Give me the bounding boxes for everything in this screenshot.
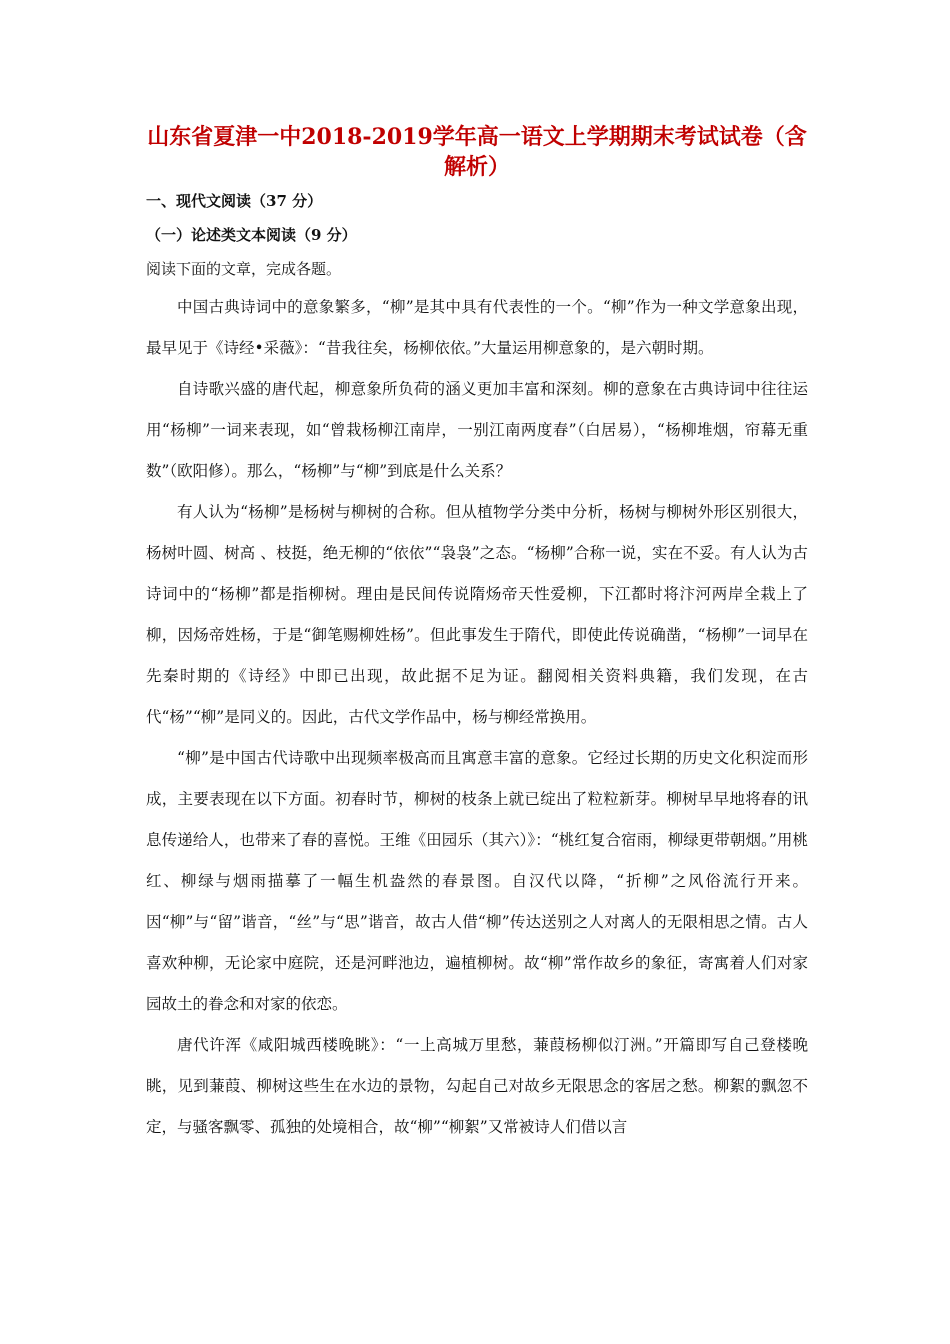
reading-instruction: 阅读下面的文章，完成各题。 bbox=[146, 260, 342, 278]
article-paragraph: 自诗歌兴盛的唐代起，柳意象所负荷的涵义更加丰富和深刻。柳的意象在古典诗词中往往运用“杨柳”一词来表现，如“曾栽杨柳江南岸，一别江南两度春”（白居易），“杨柳堆烟，帘幕无重数”（欧阳修）。那么，“杨柳”与“柳”到底是什么关系？ bbox=[146, 380, 808, 480]
article-paragraph: “柳”是中国古代诗歌中出现频率极高而且寓意丰富的意象。它经过长期的历史文化积淀而形成，主要表现在以下方面。初春时节，柳树的枝条上就已绽出了粒粒新芽。柳树早早地将春的讯息传递给人，也带来了春的喜悦。王维《田园乐（其六）》：“桃红复合宿雨，柳绿更带朝烟。”用桃红、柳绿与烟雨描摹了一幅生机盎然的春景图。自汉代以降，“折柳”之风俗流行开来。因“柳”与“留”谐音，“丝”与“思”谐音，故古人借“柳”传达送别之人对离人的无限相思之情。古人喜欢种柳，无论家中庭院，还是河畔池边，遍植柳树。故“柳”常作故乡的象征，寄寓着人们对家园故土的眷念和对家的依恋。 bbox=[146, 749, 808, 1013]
article-paragraph: 有人认为“杨柳”是杨树与柳树的合称。但从植物学分类中分析，杨树与柳树外形区别很大，杨树叶圆、树高 、枝挺，绝无柳的“依依”“袅袅”之态。“杨柳”合称一说，实在不妥。有人认为古诗词中的“杨柳”都是指柳树。理由是民间传说隋炀帝天性爱柳，下江都时将汴河两岸全栽上了柳，因炀帝姓杨，于是“御笔赐柳姓杨”。但此事发生于隋代，即使此传说确凿，“杨柳”一词早在先秦时期的《诗经》中即已出现，故此据不足为证。翻阅相关资料典籍，我们发现，在古代“杨”“柳”是同义的。因此，古代文学作品中，杨与柳经常换用。 bbox=[146, 503, 808, 726]
article-paragraph: 中国古典诗词中的意象繁多，“柳”是其中具有代表性的一个。“柳”作为一种文学意象出现，最早见于《诗经•采薇》：“昔我往矣，杨柳依依。”大量运用柳意象的，是六朝时期。 bbox=[146, 298, 808, 357]
subsection-heading: （一）论述类文本阅读（9 分） bbox=[146, 226, 357, 244]
article-body bbox=[146, 287, 808, 1148]
document-title: 山东省夏津一中2018-2019学年高一语文上学期期末考试试卷（含解析） bbox=[147, 124, 807, 180]
section-heading: 一、现代文阅读（37 分） bbox=[146, 192, 323, 210]
document-page bbox=[146, 122, 808, 1148]
article-paragraph: 唐代许浑《咸阳城西楼晚眺》：“一上高城万里愁，蒹葭杨柳似汀洲。”开篇即写自己登楼晚眺，见到蒹葭、柳树这些生在水边的景物，勾起自己对故乡无限思念的客居之愁。柳絮的飘忽不定，与骚客飘零、孤独的处境相合，故“柳”“柳絮”又常被诗人们借以言 bbox=[146, 1036, 808, 1136]
